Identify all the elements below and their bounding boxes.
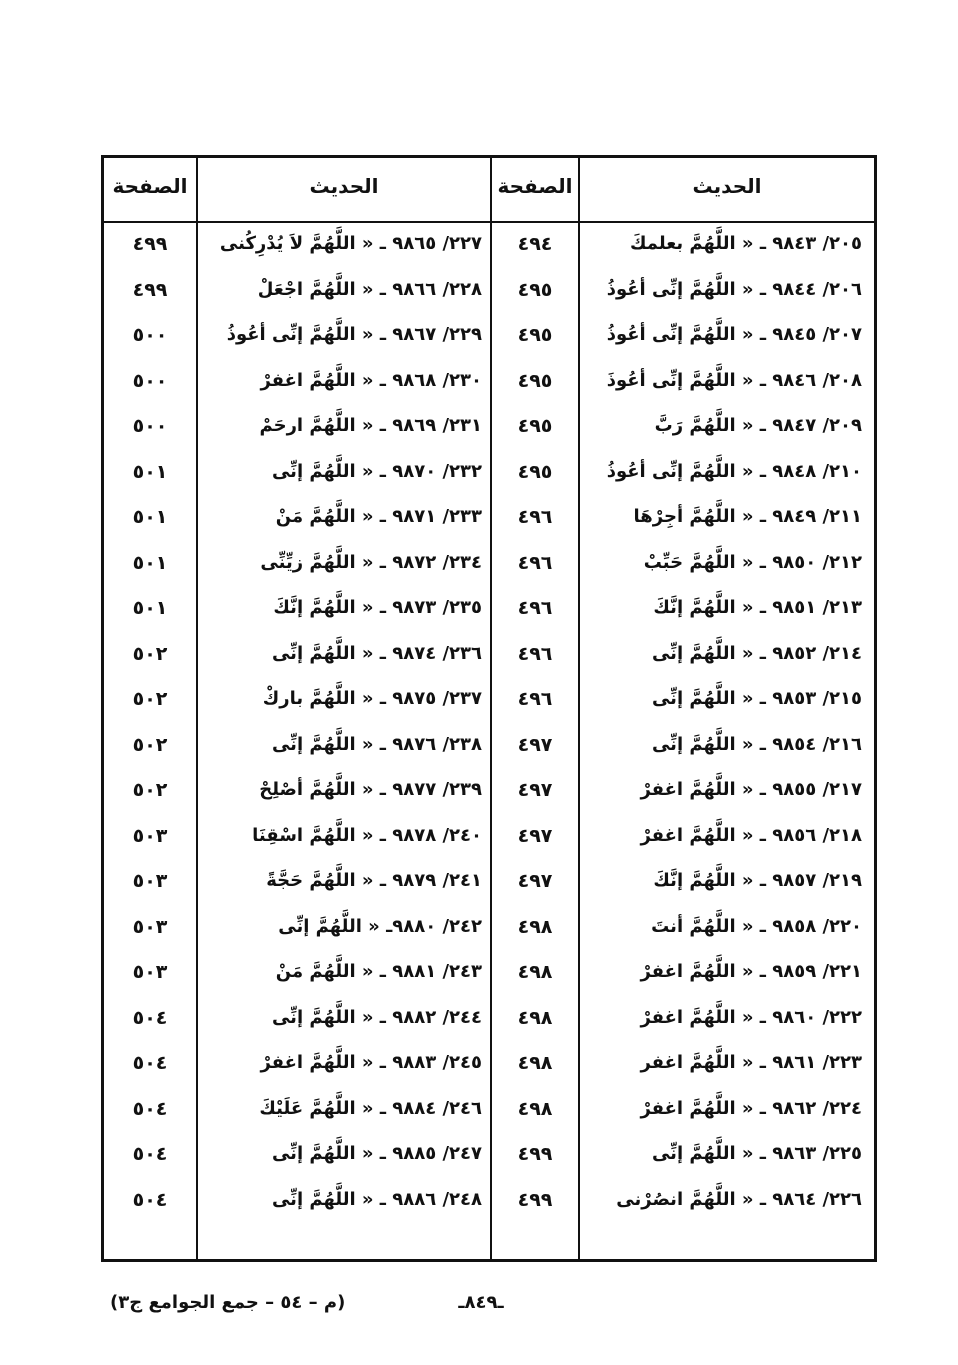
hadith-entry: ٢٣٦/ ٩٨٧٤ ـ « اللَّهُمَّ إنِّى <box>271 643 482 664</box>
page-number-cell: ٤٩٥ <box>517 279 553 301</box>
hadith-entry: ٢٣٩/ ٩٨٧٧ ـ « اللَّهُمَّ أصْلِحْ <box>259 779 482 800</box>
page-number-cell: ٤٩٩ <box>132 279 168 301</box>
hadith-entry: ٢٤٥/ ٩٨٨٣ ـ « اللَّهُمَّ اغفرْ <box>260 1052 482 1073</box>
hadith-entry: ٢٠٨/ ٩٨٤٦ ـ « اللَّهُمَّ إنِّى أعُوذَ <box>606 370 862 391</box>
page-number-cell: ٥٠٠ <box>132 324 168 346</box>
page-number-cell: ٤٩٨ <box>517 961 553 983</box>
hadith-entry: ٢١١/ ٩٨٤٩ ـ « اللَّهُمَّ أجِرْهَا <box>633 506 862 527</box>
page-number-cell: ٤٩٦ <box>517 643 553 665</box>
page-number-cell: ٤٩٥ <box>517 324 553 346</box>
hadith-entry: ٢١٤/ ٩٨٥٢ ـ « اللَّهُمَّ إنِّى <box>651 643 862 664</box>
hadith-entry: ٢٠٥/ ٩٨٤٣ ـ « اللَّهُمَّ بعلمكَ <box>630 233 862 254</box>
page-number-cell: ٥٠٤ <box>132 1143 168 1165</box>
header-divider <box>104 221 874 223</box>
page-number-cell: ٥٠٠ <box>132 415 168 437</box>
page-number-cell: ٥٠١ <box>132 552 168 574</box>
hadith-entry: ٢٤٦/ ٩٨٨٤ ـ « اللَّهُمَّ عَلَيْكَ <box>259 1098 482 1119</box>
column-divider <box>578 158 580 1259</box>
hadith-entry: ٢٤٨/ ٩٨٨٦ ـ « اللَّهُمَّ إنِّى <box>271 1189 482 1210</box>
hadith-entry: ٢١٧/ ٩٨٥٥ ـ « اللَّهُمَّ اغفرْ <box>640 779 862 800</box>
page-number-cell: ٤٩٦ <box>517 688 553 710</box>
page-number-cell: ٥٠٣ <box>132 916 168 938</box>
page-number-cell: ٤٩٩ <box>132 233 168 255</box>
page-number-cell: ٤٩٩ <box>517 1189 553 1211</box>
hadith-entry: ٢١٣/ ٩٨٥١ ـ « اللَّهُمَّ إنَّكَ <box>653 597 862 618</box>
page-number-cell: ٤٩٦ <box>517 597 553 619</box>
hadith-entry: ٢١٥/ ٩٨٥٣ ـ « اللَّهُمَّ إنِّى <box>651 688 862 709</box>
hadith-entry: ٢٤٢/ ٩٨٨٠ـ « اللَّهُمَّ إنِّى <box>278 916 482 937</box>
hadith-entry: ٢١٢/ ٩٨٥٠ ـ « اللَّهُمَّ حَبِّبْ <box>643 552 862 573</box>
page-number-cell: ٥٠٢ <box>132 643 168 665</box>
hadith-entry: ٢١٦/ ٩٨٥٤ ـ « اللَّهُمَّ إنِّى <box>651 734 862 755</box>
page-number-cell: ٤٩٩ <box>517 1143 553 1165</box>
right-hadith-header: الحديث <box>692 174 762 198</box>
hadith-entry: ٢٢٦/ ٩٨٦٤ ـ « اللَّهُمَّ انصُرْنى <box>616 1189 862 1210</box>
page-number-cell: ٥٠١ <box>132 506 168 528</box>
hadith-entry: ٢٣٥/ ٩٨٧٣ ـ « اللَّهُمَّ إنَّكَ <box>273 597 482 618</box>
hadith-entry: ٢٤١/ ٩٨٧٩ ـ « اللَّهُمَّ حَجَّةً <box>266 870 482 891</box>
hadith-entry: ٢٢٤/ ٩٨٦٢ ـ « اللَّهُمَّ اغفرْ <box>640 1098 862 1119</box>
hadith-entry: ٢٣٧/ ٩٨٧٥ ـ « اللَّهُمَّ باركْ <box>262 688 482 709</box>
hadith-entry: ٢١٠/ ٩٨٤٨ ـ « اللَّهُمَّ إنِّى أعُوذُ <box>606 461 862 482</box>
hadith-entry: ٢٢٣/ ٩٨٦١ ـ « اللَّهُمَّ اغفر <box>640 1052 862 1073</box>
left-hadith-header: الحديث <box>309 174 379 198</box>
hadith-entry: ٢٤٤/ ٩٨٨٢ ـ « اللَّهُمَّ إنِّى <box>271 1007 482 1028</box>
hadith-entry: ٢١٨/ ٩٨٥٦ ـ « اللَّهُمَّ اغفرْ <box>640 825 862 846</box>
page-number-cell: ٤٩٤ <box>517 233 553 255</box>
page-number-cell: ٤٩٨ <box>517 1052 553 1074</box>
page-number-cell: ٥٠٣ <box>132 870 168 892</box>
page-number-cell: ٤٩٧ <box>517 734 553 756</box>
hadith-entry: ٢٢٩/ ٩٨٦٧ ـ « اللَّهُمَّ إنِّى أعُوذُ <box>226 324 482 345</box>
page-number-cell: ٥٠٢ <box>132 779 168 801</box>
hadith-entry: ٢٣٢/ ٩٨٧٠ ـ « اللَّهُمَّ إنِّى <box>271 461 482 482</box>
page-number-cell: ٥٠٤ <box>132 1189 168 1211</box>
left-page-header: الصفحة <box>112 174 188 198</box>
page-number-cell: ٥٠١ <box>132 461 168 483</box>
hadith-entry: ٢٢٠/ ٩٨٥٨ ـ « اللَّهُمَّ أنتَ <box>651 916 862 937</box>
page-number-cell: ٤٩٥ <box>517 461 553 483</box>
right-page-header: الصفحة <box>497 174 573 198</box>
page-number-cell: ٤٩٨ <box>517 1098 553 1120</box>
page-number-cell: ٥٠٣ <box>132 961 168 983</box>
hadith-entry: ٢٢١/ ٩٨٥٩ ـ « اللَّهُمَّ اغفرْ <box>640 961 862 982</box>
page-number-cell: ٤٩٧ <box>517 779 553 801</box>
hadith-entry: ٢٢٧/ ٩٨٦٥ ـ « اللَّهُمَّ لاَ يُدْرِكُنى <box>219 233 482 254</box>
page-number-cell: ٤٩٦ <box>517 552 553 574</box>
page-number-cell: ٤٩٧ <box>517 870 553 892</box>
page-number-cell: ٥٠٠ <box>132 370 168 392</box>
page-number-cell: ٥٠٢ <box>132 734 168 756</box>
hadith-entry: ٢٢٢/ ٩٨٦٠ ـ « اللَّهُمَّ اغفرْ <box>640 1007 862 1028</box>
page-number-cell: ٥٠١ <box>132 597 168 619</box>
page-number: ـ٨٤٩ـ <box>458 1292 504 1313</box>
hadith-entry: ٢٤٧/ ٩٨٨٥ ـ « اللَّهُمَّ إنِّى <box>271 1143 482 1164</box>
page-number-cell: ٤٩٥ <box>517 370 553 392</box>
hadith-entry: ٢٢٥/ ٩٨٦٣ ـ « اللَّهُمَّ إنِّى <box>651 1143 862 1164</box>
page-number-cell: ٤٩٦ <box>517 506 553 528</box>
page-number-cell: ٥٠٣ <box>132 825 168 847</box>
hadith-entry: ٢٠٩/ ٩٨٤٧ ـ « اللَّهُمَّ رَبَّ <box>654 415 862 436</box>
hadith-entry: ٢٤٣/ ٩٨٨١ ـ « اللَّهُمَّ مَنْ <box>275 961 482 982</box>
page-number-cell: ٤٩٧ <box>517 825 553 847</box>
page-number-cell: ٥٠٢ <box>132 688 168 710</box>
hadith-entry: ٢٣٤/ ٩٨٧٢ ـ « اللَّهُمَّ زيِّنِّى <box>260 552 482 573</box>
hadith-entry: ٢١٩/ ٩٨٥٧ ـ « اللَّهُمَّ إنَّكَ <box>653 870 862 891</box>
hadith-entry: ٢٢٨/ ٩٨٦٦ ـ « اللَّهُمَّ اجْعَلْ <box>257 279 482 300</box>
hadith-entry: ٢٠٦/ ٩٨٤٤ ـ « اللَّهُمَّ إنِّى أعُوذُ <box>606 279 862 300</box>
hadith-entry: ٢٠٧/ ٩٨٤٥ ـ « اللَّهُمَّ إنِّى أعُوذُ <box>606 324 862 345</box>
hadith-entry: ٢٣٠/ ٩٨٦٨ ـ « اللَّهُمَّ اغفرْ <box>260 370 482 391</box>
page-number-cell: ٤٩٥ <box>517 415 553 437</box>
hadith-index-table <box>101 155 877 1262</box>
page-number-cell: ٥٠٤ <box>132 1098 168 1120</box>
hadith-entry: ٢٣٣/ ٩٨٧١ ـ « اللَّهُمَّ مَنْ <box>275 506 482 527</box>
page-number-cell: ٤٩٨ <box>517 916 553 938</box>
hadith-entry: ٢٣١/ ٩٨٦٩ ـ « اللَّهُمَّ ارحَمْ <box>259 415 482 436</box>
book-reference: (م – ٥٤ – جمع الجوامع ج٣) <box>110 1292 346 1313</box>
page-number-cell: ٥٠٤ <box>132 1007 168 1029</box>
column-divider <box>196 158 198 1259</box>
hadith-entry: ٢٣٨/ ٩٨٧٦ ـ « اللَّهُمَّ إنِّى <box>271 734 482 755</box>
hadith-entry: ٢٤٠/ ٩٨٧٨ ـ « اللَّهُمَّ اسْقِنَا <box>252 825 482 846</box>
page-number-cell: ٤٩٨ <box>517 1007 553 1029</box>
page-number-cell: ٥٠٤ <box>132 1052 168 1074</box>
